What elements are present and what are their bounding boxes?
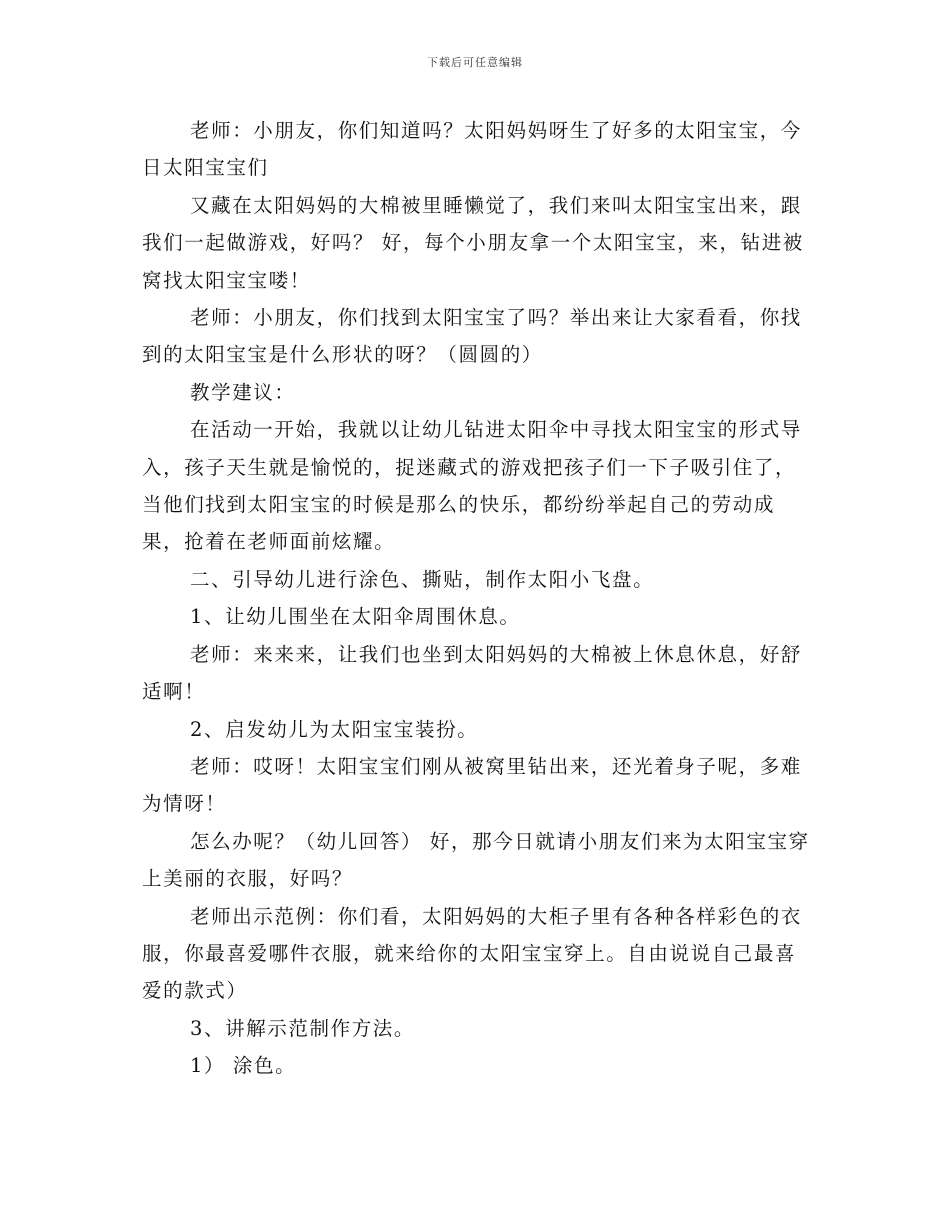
- step-two-heading: 2、启发幼儿为太阳宝宝装扮。: [190, 717, 479, 741]
- sub-step-coloring: 1） 涂色。: [190, 1054, 297, 1078]
- paragraph-hide-in-quilt: 又藏在太阳妈妈的大棉被里睡懒觉了，我们来叫太阳宝宝出来，跟我们一起做游戏，好吗？ 好，每个小朋友拿一个太阳宝宝，来，钻进被窝找太阳宝宝喽！: [142, 193, 804, 292]
- step-three-heading: 3、讲解示范制作方法。: [190, 1016, 416, 1040]
- paragraph-what-to-do: 怎么办呢？（幼儿回答） 好，那今日就请小朋友们来为太阳宝宝穿上美丽的衣服，好吗？: [142, 829, 810, 891]
- page-header: 下载后可任意编辑: [427, 56, 523, 69]
- paragraph-embarrassed: 老师：哎呀！太阳宝宝们刚从被窝里钻出来，还光着身子呢，多难为情呀！: [142, 754, 802, 816]
- step-one-heading: 1、让幼儿围坐在太阳伞周围休息。: [190, 605, 521, 629]
- section-heading-two: 二、引导幼儿进行涂色、撕贴，制作太阳小飞盘。: [190, 567, 655, 591]
- paragraph-find-sun-baby: 老师：小朋友，你们找到太阳宝宝了吗？举出来让大家看看，你找到的太阳宝宝是什么形状的呀？（圆圆的）: [142, 306, 802, 367]
- paragraph-rest: 老师：来来来，让我们也坐到太阳妈妈的大棉被上休息休息，好舒适啊！: [142, 642, 802, 704]
- paragraph-teaching-suggestion-heading: 教学建议：: [190, 380, 296, 404]
- document-body: [142, 112, 810, 1085]
- paragraph-show-example: 老师出示范例：你们看，太阳妈妈的大柜子里有各种各样彩色的衣服，你最喜爱哪件衣服，就来给你的太阳宝宝穿上。自由说说自己最喜爱的款式）: [142, 904, 802, 1003]
- paragraph-teaching-suggestion: 在活动一开始，我就以让幼儿钻进太阳伞中寻找太阳宝宝的形式导入，孩子天生就是愉悦的，捉迷藏式的游戏把孩子们一下子吸引住了，当他们找到太阳宝宝的时候是那么的快乐，都纷纷举起自己的劳动成果，抢着在老师面前炫耀。: [142, 418, 802, 554]
- paragraph-teacher-intro: 老师：小朋友，你们知道吗？太阳妈妈呀生了好多的太阳宝宝，今日太阳宝宝们: [142, 119, 802, 180]
